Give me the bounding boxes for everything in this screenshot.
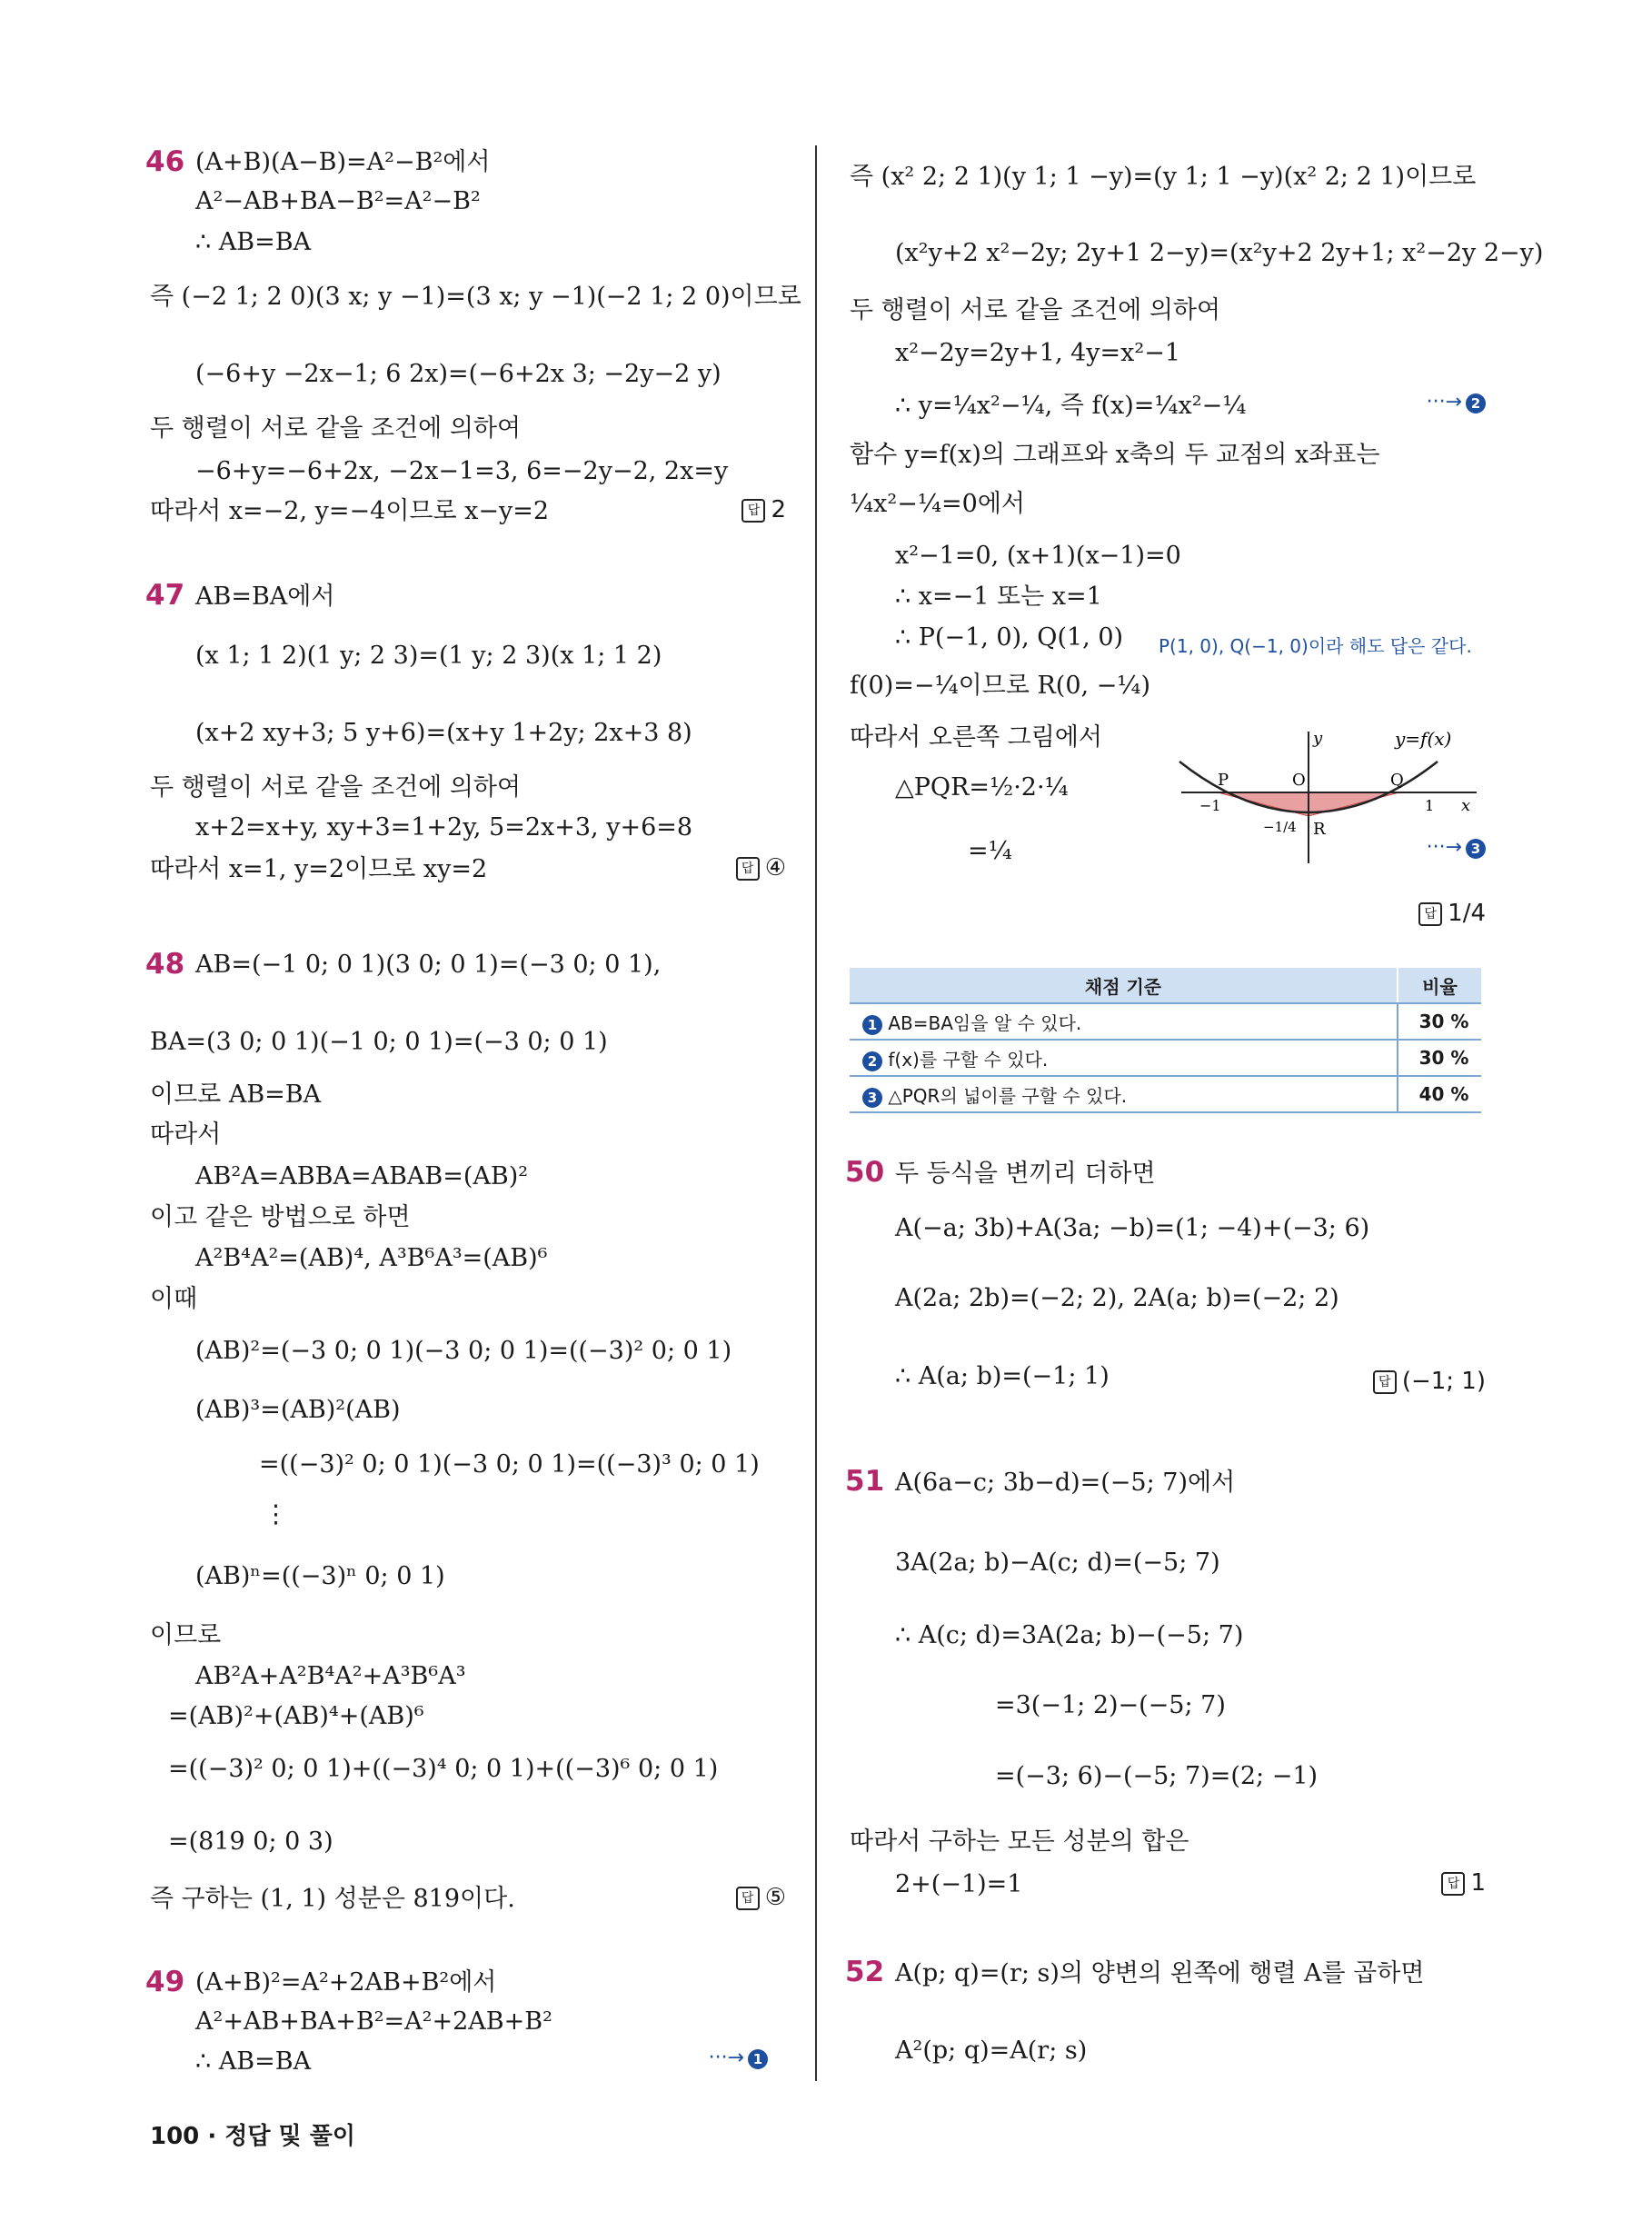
solution-line: ∴ AB=BA bbox=[195, 228, 312, 256]
solution-line: (x+2 xy+3; 5 y+6)=(x+y 1+2y; 2x+3 8) bbox=[195, 719, 692, 747]
answer-icon: 답 bbox=[1373, 1370, 1397, 1394]
y-axis-label: y bbox=[1313, 729, 1323, 748]
score-criterion bbox=[850, 1003, 1398, 1040]
solution-line: AB=(−1 0; 0 1)(3 0; 0 1)=(−3 0; 0 1), bbox=[195, 951, 662, 979]
problem-number: 50 bbox=[845, 1156, 885, 1189]
solution-line: (x 1; 1 2)(1 y; 2 3)=(1 y; 2 3)(x 1; 1 2) bbox=[195, 642, 662, 670]
solution-line: 두 행렬이 서로 같을 조건에 의하여 bbox=[850, 296, 1221, 324]
page-footer: 100 · 정답 및 풀이 bbox=[150, 2123, 355, 2150]
answer-icon: 답 bbox=[741, 499, 765, 523]
solution-line: x+2=x+y, xy+3=1+2y, 5=2x+3, y+6=8 bbox=[195, 813, 693, 842]
solution-line: (−6+y −2x−1; 6 2x)=(−6+2x 3; −2y−2 y) bbox=[195, 360, 722, 388]
solution-line: 즉 (−2 1; 2 0)(3 x; y −1)=(3 x; y −1)(−2 1; 2 0)이므로 bbox=[150, 283, 801, 311]
solution-line: =¼ bbox=[968, 837, 1012, 865]
answer bbox=[741, 496, 786, 523]
solution-line: =((−3)² 0; 0 1)+((−3)⁴ 0; 0 1)+((−3)⁶ 0; 0 1) bbox=[168, 1755, 719, 1783]
solution-line: A(6a−c; 3b−d)=(−5; 7)에서 bbox=[895, 1469, 1236, 1497]
solution-line: 두 행렬이 서로 같을 조건에 의하여 bbox=[150, 773, 522, 802]
solution-line: ∴ A(c; d)=3A(2a; b)−(−5; 7) bbox=[895, 1621, 1244, 1649]
problem-number: 48 bbox=[145, 948, 185, 981]
solution-line: x²−1=0, (x+1)(x−1)=0 bbox=[895, 542, 1181, 570]
solution-line: 함수 y=f(x)의 그래프와 x축의 두 교점의 x좌표는 bbox=[850, 441, 1380, 469]
solution-line: 3A(2a; b)−A(c; d)=(−5; 7) bbox=[895, 1549, 1220, 1577]
answer-icon: 답 bbox=[1441, 1872, 1465, 1896]
table-row bbox=[850, 1040, 1481, 1076]
score-pct: 30 % bbox=[1398, 1003, 1481, 1040]
solution-line: A²+AB+BA+B²=A²+2AB+B² bbox=[195, 2007, 552, 2036]
solution-line: AB²A=ABBA=ABAB=(AB)² bbox=[195, 1162, 529, 1190]
right-column bbox=[845, 136, 1544, 2090]
solution-line: =(AB)²+(AB)⁴+(AB)⁶ bbox=[168, 1702, 424, 1730]
solution-line: 따라서 bbox=[150, 1120, 222, 1149]
point-q-label: Q bbox=[1390, 771, 1404, 790]
side-note: P(1, 0), Q(−1, 0)이라 해도 답은 같다. bbox=[1159, 635, 1472, 657]
tick-minus-one: −1 bbox=[1199, 797, 1221, 814]
solution-line: 즉 (x² 2; 2 1)(y 1; 1 −y)=(y 1; 1 −y)(x² 2; 2 1)이므로 bbox=[850, 163, 1477, 191]
criterion-text: △PQR의 넓이를 구할 수 있다. bbox=[888, 1084, 1128, 1107]
solution-line: 따라서 x=1, y=2이므로 xy=2 bbox=[150, 855, 488, 883]
answer-value: ⑤ bbox=[764, 1884, 786, 1911]
score-header-criteria: 채점 기준 bbox=[850, 968, 1398, 1003]
solution-line: f(0)=−¼이므로 R(0, −¼) bbox=[850, 672, 1151, 700]
point-r-label: R bbox=[1313, 820, 1326, 839]
score-pct: 30 % bbox=[1398, 1040, 1481, 1076]
solution-line: (A+B)(A−B)=A²−B²에서 bbox=[195, 148, 491, 176]
solution-line: x²−2y=2y+1, 4y=x²−1 bbox=[895, 339, 1181, 367]
func-label: y=f(x) bbox=[1395, 728, 1452, 750]
solution-line: ∴ A(a; b)=(−1; 1) bbox=[895, 1362, 1110, 1390]
solution-line: A(p; q)=(r; s)의 양변의 왼쪽에 행렬 A를 곱하면 bbox=[895, 1959, 1425, 1987]
solution-line: AB²A+A²B⁴A²+A³B⁶A³ bbox=[195, 1662, 466, 1690]
answer-value: 1 bbox=[1470, 1869, 1486, 1897]
score-header bbox=[850, 968, 1481, 1003]
problem-number: 52 bbox=[845, 1956, 885, 1988]
parabola-graph bbox=[1172, 727, 1481, 872]
solution-line: A²(p; q)=A(r; s) bbox=[895, 2037, 1088, 2065]
answer bbox=[1373, 1368, 1486, 1395]
step-number-icon: 3 bbox=[1466, 839, 1486, 859]
problem-number: 51 bbox=[845, 1465, 885, 1498]
criterion-text: f(x)를 구할 수 있다. bbox=[888, 1048, 1049, 1071]
solution-line: 따라서 구하는 모든 성분의 합은 bbox=[850, 1828, 1189, 1856]
step-marker: ···→ 1 bbox=[709, 2047, 768, 2069]
solution-line: −6+y=−6+2x, −2x−1=3, 6=−2y−2, 2x=y bbox=[195, 457, 729, 485]
answer-value: 1/4 bbox=[1448, 900, 1486, 927]
tick-minus-quarter: −1/4 bbox=[1263, 819, 1297, 835]
solution-line: (AB)²=(−3 0; 0 1)(−3 0; 0 1)=((−3)² 0; 0 1) bbox=[195, 1337, 732, 1365]
solution-line: A(−a; 3b)+A(3a; −b)=(1; −4)+(−3; 6) bbox=[895, 1214, 1370, 1242]
solution-line: 2+(−1)=1 bbox=[895, 1870, 1023, 1898]
solution-line: 즉 구하는 (1, 1) 성분은 819이다. bbox=[150, 1885, 515, 1913]
solution-line: (x²y+2 x²−2y; 2y+1 2−y)=(x²y+2 2y+1; x²−2y 2−y) bbox=[895, 239, 1544, 267]
solution-line: 이므로 AB=BA bbox=[150, 1081, 322, 1109]
answer bbox=[736, 1884, 786, 1911]
solution-line: 따라서 x=−2, y=−4이므로 x−y=2 bbox=[150, 497, 550, 525]
step-marker: ···→ 2 bbox=[1427, 391, 1486, 413]
solution-line: =(819 0; 0 3) bbox=[168, 1828, 333, 1856]
left-column bbox=[145, 136, 801, 2090]
score-header-pct: 비율 bbox=[1398, 968, 1481, 1003]
solution-line: ∴ P(−1, 0), Q(1, 0) bbox=[895, 623, 1124, 652]
answer-value: 2 bbox=[771, 496, 786, 523]
solution-line: BA=(3 0; 0 1)(−1 0; 0 1)=(−3 0; 0 1) bbox=[150, 1028, 608, 1056]
answer bbox=[1418, 900, 1486, 927]
marker-icon: 3 bbox=[862, 1088, 882, 1108]
answer bbox=[736, 854, 786, 881]
answer-value: (−1; 1) bbox=[1401, 1368, 1486, 1395]
solution-line: A(2a; 2b)=(−2; 2), 2A(a; b)=(−2; 2) bbox=[895, 1284, 1339, 1312]
solution-line: =(−3; 6)−(−5; 7)=(2; −1) bbox=[995, 1762, 1319, 1790]
solution-line: 이므로 bbox=[150, 1621, 222, 1649]
x-axis-label: x bbox=[1461, 796, 1471, 815]
table-row bbox=[850, 1003, 1481, 1040]
problem-number: 47 bbox=[145, 579, 185, 612]
score-criterion bbox=[850, 1040, 1398, 1076]
answer-icon: 답 bbox=[736, 857, 760, 881]
score-table bbox=[850, 968, 1481, 1113]
solution-line: ∴ y=¼x²−¼, 즉 f(x)=¼x²−¼ bbox=[895, 392, 1247, 420]
solution-line: ∴ AB=BA bbox=[195, 2047, 312, 2076]
problem-number: 46 bbox=[145, 145, 185, 178]
problem-number: 49 bbox=[145, 1966, 185, 1998]
solution-line: △PQR=½·2·¼ bbox=[895, 773, 1069, 802]
column-divider bbox=[815, 145, 817, 2081]
table-row bbox=[850, 1076, 1481, 1112]
solution-line: 두 등식을 변끼리 더하면 bbox=[895, 1160, 1156, 1188]
solution-line: 따라서 오른쪽 그림에서 bbox=[850, 723, 1102, 752]
step-number-icon: 2 bbox=[1466, 393, 1486, 413]
solution-line: A²−AB+BA−B²=A²−B² bbox=[195, 187, 481, 215]
answer-icon: 답 bbox=[736, 1887, 760, 1910]
answer-icon: 답 bbox=[1418, 902, 1442, 926]
step-number-icon: 1 bbox=[748, 2049, 768, 2069]
solution-line: =((−3)² 0; 0 1)(−3 0; 0 1)=((−3)³ 0; 0 1) bbox=[259, 1450, 760, 1479]
marker-icon: 1 bbox=[862, 1015, 882, 1035]
solution-line: ¼x²−¼=0에서 bbox=[850, 490, 1025, 518]
answer-value: ④ bbox=[764, 854, 786, 881]
tick-one: 1 bbox=[1425, 797, 1435, 814]
criterion-text: AB=BA임을 알 수 있다. bbox=[888, 1011, 1082, 1034]
solution-line: 두 행렬이 서로 같을 조건에 의하여 bbox=[150, 414, 522, 443]
solution-line: (AB)³=(AB)²(AB) bbox=[195, 1396, 401, 1424]
score-pct: 40 % bbox=[1398, 1076, 1481, 1112]
solution-line: ⋮ bbox=[264, 1500, 288, 1529]
solution-line: (A+B)²=A²+2AB+B²에서 bbox=[195, 1968, 497, 1997]
solution-line: AB=BA에서 bbox=[195, 583, 335, 611]
solution-line: ∴ x=−1 또는 x=1 bbox=[895, 583, 1102, 611]
point-p-label: P bbox=[1218, 771, 1229, 790]
step-marker: ···→ 3 bbox=[1427, 836, 1486, 859]
solution-line: A²B⁴A²=(AB)⁴, A³B⁶A³=(AB)⁶ bbox=[195, 1244, 548, 1272]
score-criterion bbox=[850, 1076, 1398, 1112]
solution-line: 이고 같은 방법으로 하면 bbox=[150, 1203, 411, 1231]
origin-label: O bbox=[1292, 771, 1306, 790]
marker-icon: 2 bbox=[862, 1051, 882, 1071]
answer bbox=[1441, 1869, 1486, 1897]
solution-line: 이때 bbox=[150, 1285, 198, 1313]
solution-line: =3(−1; 2)−(−5; 7) bbox=[995, 1691, 1226, 1719]
solution-line: (AB)ⁿ=((−3)ⁿ 0; 0 1) bbox=[195, 1562, 445, 1590]
